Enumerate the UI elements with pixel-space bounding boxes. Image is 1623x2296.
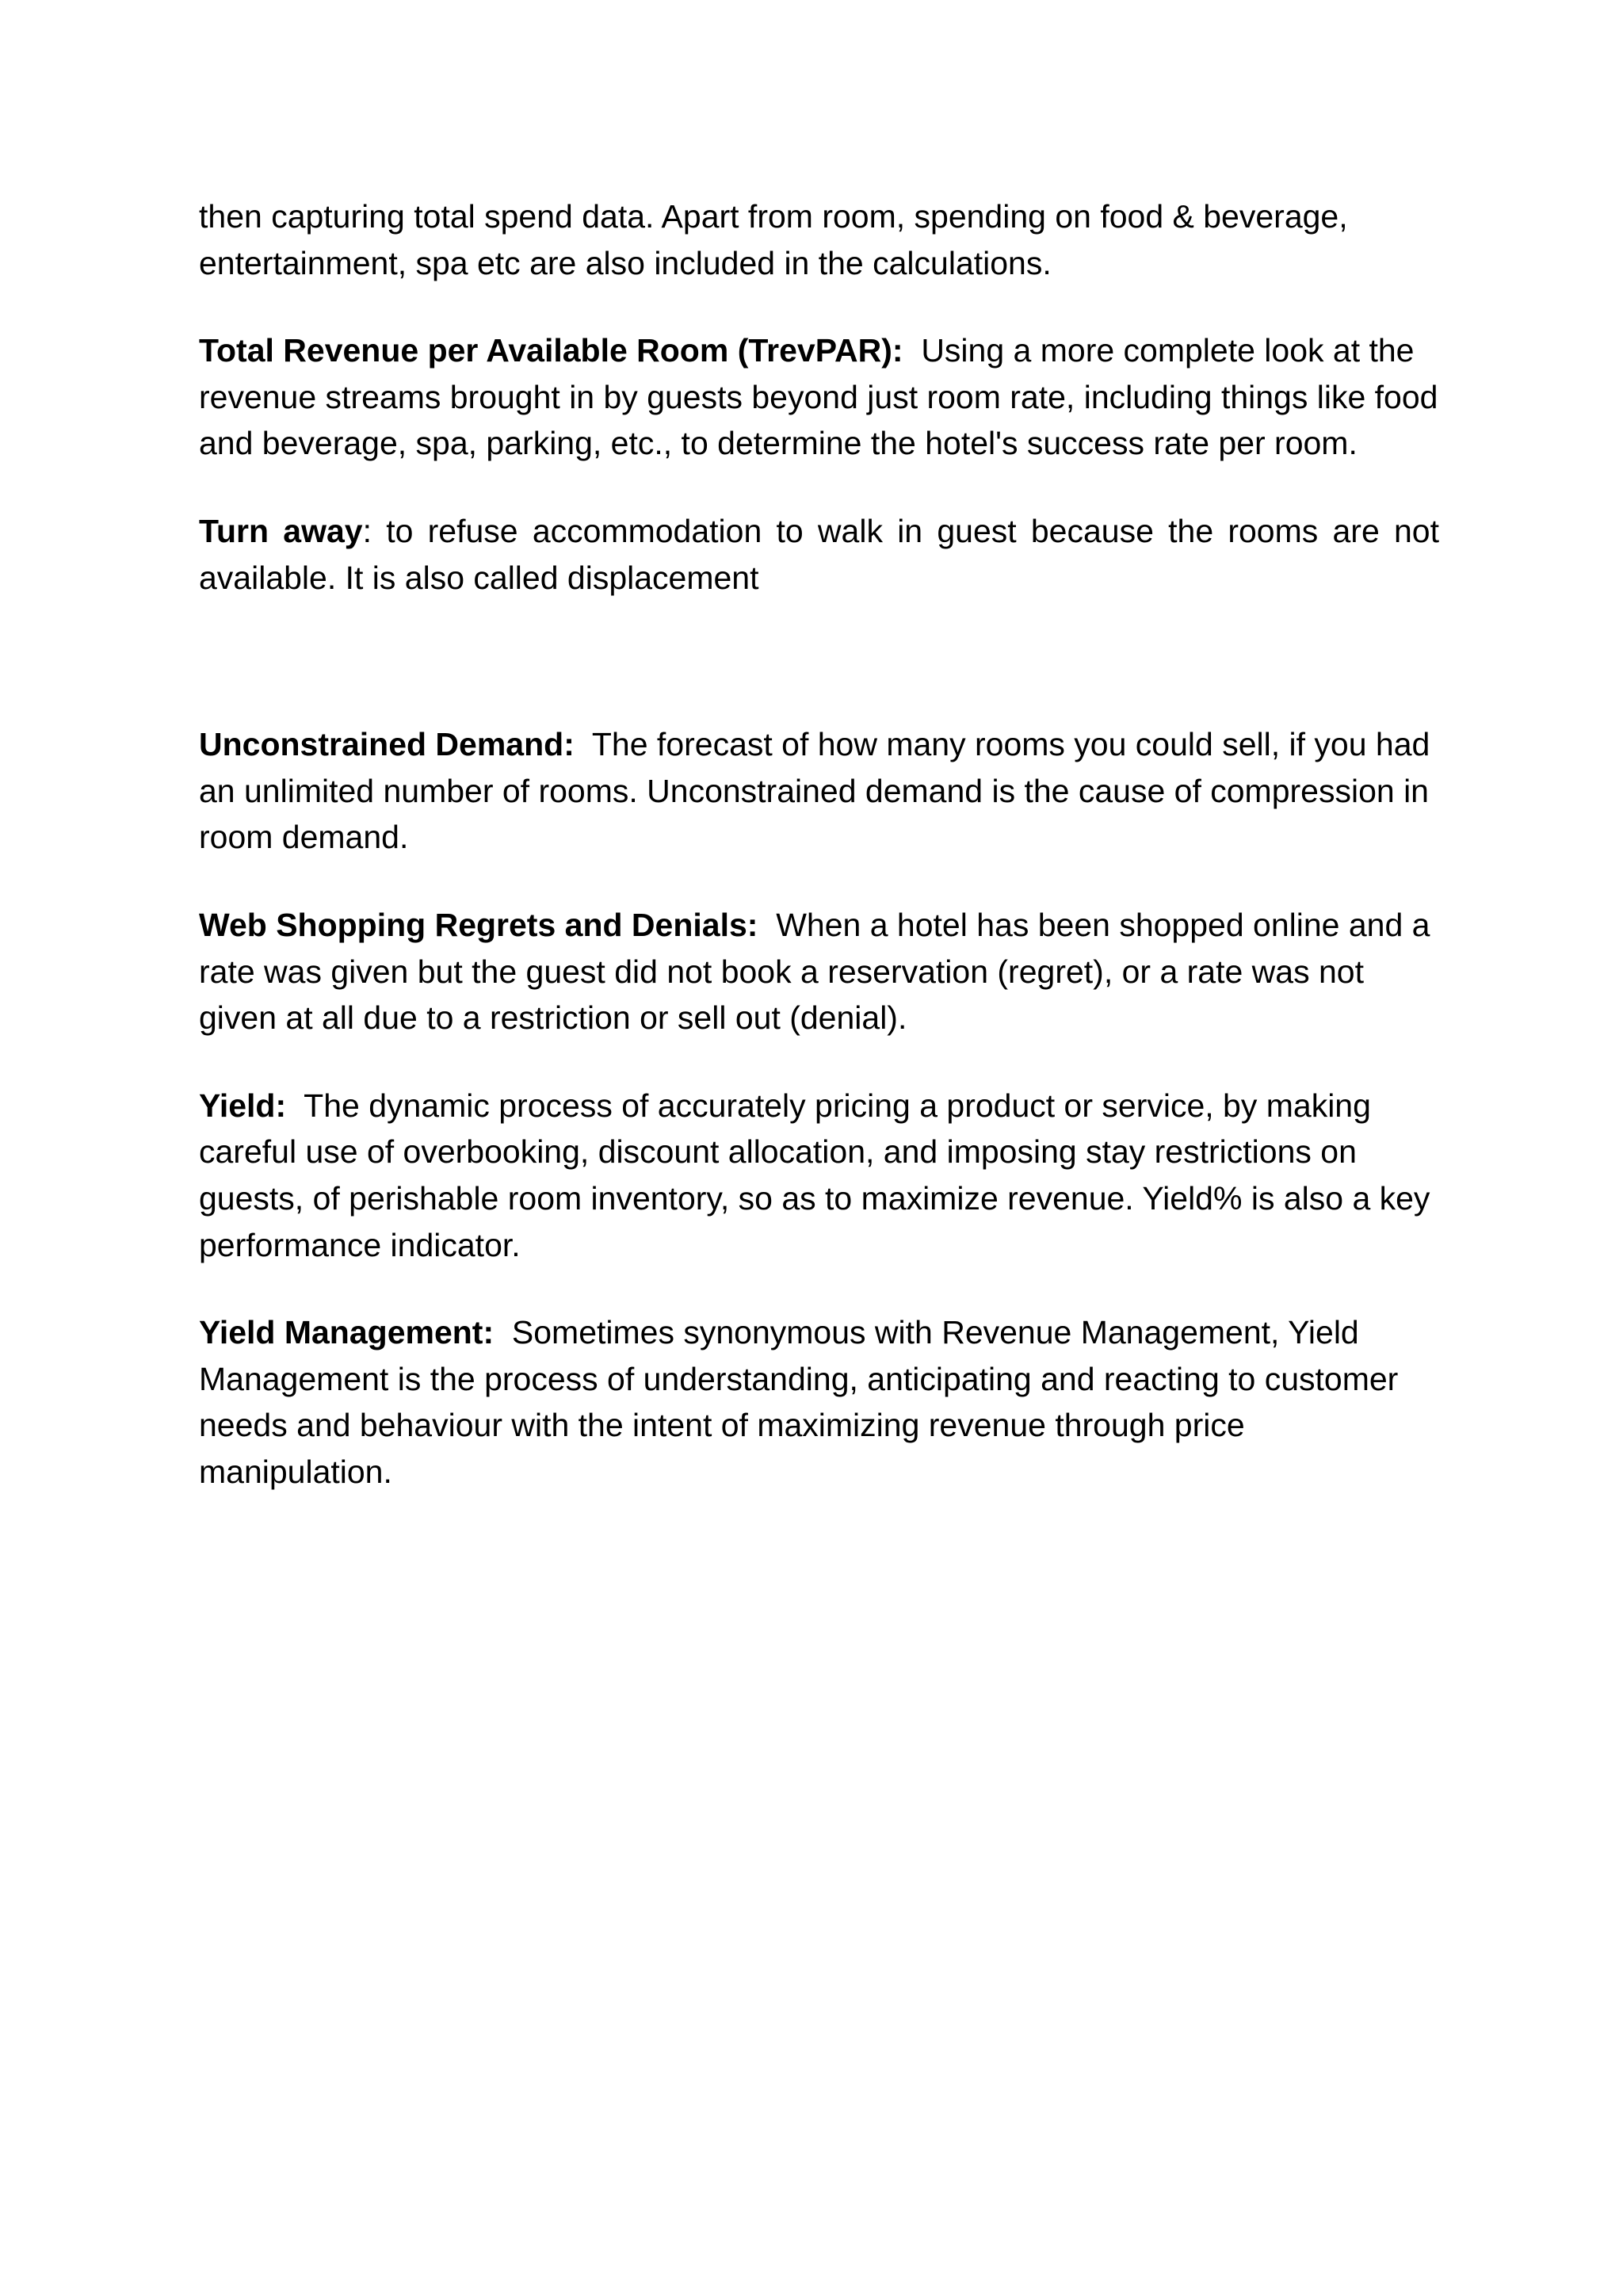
term-label: Web Shopping Regrets and Denials: xyxy=(199,906,758,943)
glossary-content xyxy=(199,193,1439,1495)
term-label: Yield: xyxy=(199,1087,287,1124)
definition-text: Sometimes synonymous with Revenue Management, Yield Management is the process of understanding, anticipating and reacting to customer needs and behaviour with the intent of maximizing revenue through price manipulation. xyxy=(199,1314,1399,1490)
term-label: Total Revenue per Available Room (TrevPAR): xyxy=(199,332,903,369)
definition-text: The forecast of how many rooms you could sell, if you had an unlimited number of rooms. Unconstrained demand is the cause of compression in room demand. xyxy=(199,726,1430,856)
glossary-entry-turn-away xyxy=(199,508,1439,601)
paragraph-spacer xyxy=(199,467,1439,508)
definition-text: The dynamic process of accurately pricing a product or service, by making careful use of overbooking, discount allocation, and imposing stay restrictions on guests, of perishable room inventory, so as to maximize revenue. Yield% is also a key performance indicator. xyxy=(199,1087,1430,1263)
term-separator xyxy=(575,726,592,762)
paragraph-spacer xyxy=(199,861,1439,902)
term-label: Yield Management: xyxy=(199,1314,495,1351)
definition-text: : to refuse accommodation to walk in guest because the rooms are not available. It is also called displacement xyxy=(199,512,1439,596)
definition-text: Using a more complete look at the revenue streams brought in by guests beyond just room rate, including things like food and beverage, spa, parking, etc., to determine the hotel's success rate per room. xyxy=(199,332,1438,462)
glossary-entry-unconstrained-demand xyxy=(199,721,1439,861)
term-separator xyxy=(286,1087,304,1124)
definition-text: When a hotel has been shopped online and a rate was given but the guest did not book a reservation (regret), or a rate was not given at all due to a restriction or sell out (denial). xyxy=(199,906,1430,1037)
glossary-entry-yield xyxy=(199,1083,1439,1268)
term-separator xyxy=(903,332,922,369)
paragraph-continuation xyxy=(199,193,1439,286)
paragraph-spacer xyxy=(199,601,1439,721)
term-separator xyxy=(758,907,776,943)
glossary-entry-yield-management xyxy=(199,1309,1439,1495)
paragraph-text: then capturing total spend data. Apart from room, spending on food & beverage, entertainment, spa etc are also included in the calculations. xyxy=(199,198,1348,281)
glossary-entry-web-shopping xyxy=(199,902,1439,1041)
paragraph-spacer xyxy=(199,1041,1439,1083)
paragraph-spacer xyxy=(199,286,1439,327)
term-separator xyxy=(494,1314,512,1350)
term-label: Turn away xyxy=(199,512,363,549)
paragraph-spacer xyxy=(199,1268,1439,1309)
glossary-entry-trevpar xyxy=(199,327,1439,467)
term-label: Unconstrained Demand: xyxy=(199,726,575,763)
